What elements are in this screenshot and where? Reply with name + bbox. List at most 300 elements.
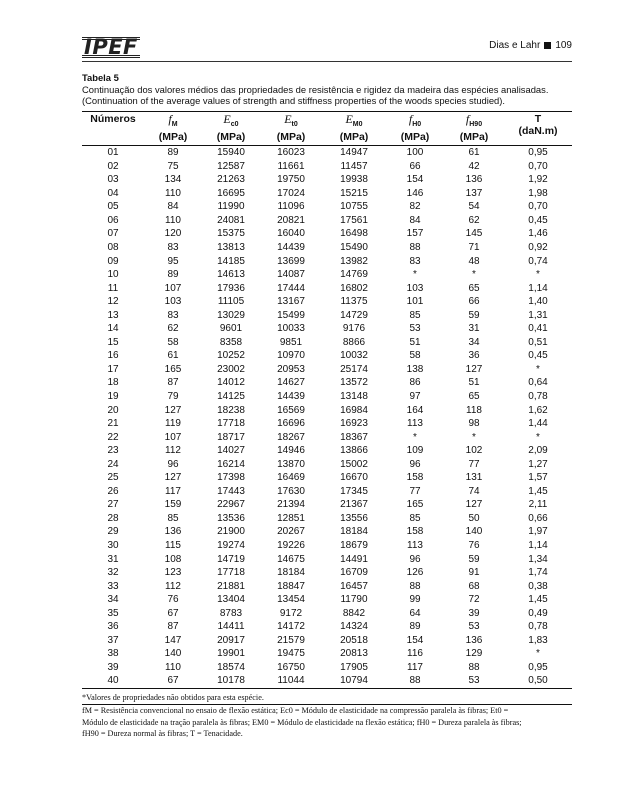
table-cell: 10755 <box>340 201 368 213</box>
table-row <box>82 254 572 268</box>
table-footnotes <box>82 692 572 740</box>
table-cell: 2,09 <box>528 445 548 457</box>
table-cell: 76 <box>167 594 179 606</box>
table-cell: 112 <box>165 445 181 457</box>
table-cell: 1,31 <box>528 309 548 321</box>
table-cell: 0,70 <box>528 201 548 213</box>
table-cell: 53 <box>409 323 421 335</box>
table-row <box>82 539 572 553</box>
table-cell: 0,49 <box>528 607 548 619</box>
table-cell: 120 <box>164 228 182 240</box>
table-row <box>82 349 572 363</box>
table-cell: 14769 <box>340 269 368 281</box>
table-row <box>82 308 572 322</box>
column-header-unit: (MPa) <box>459 130 489 143</box>
table-cell: 1,44 <box>528 418 548 430</box>
column-header <box>444 111 504 145</box>
table-cell: 14172 <box>277 621 305 633</box>
table-cell: 17443 <box>217 485 245 497</box>
table-cell: 0,41 <box>528 323 548 335</box>
table-cell: 87 <box>167 377 179 389</box>
table-cell: 06 <box>107 214 119 226</box>
table-cell: 10178 <box>202 674 260 688</box>
table-cell: 19226 <box>277 540 305 551</box>
table-cell: 51 <box>409 336 421 348</box>
table-row <box>82 566 572 580</box>
table-cell: 20917 <box>217 634 245 646</box>
table-cell: 54 <box>468 201 480 213</box>
table-cell: 84 <box>167 201 179 213</box>
table-cell: 154 <box>406 174 424 186</box>
table-cell: 165 <box>406 499 424 511</box>
table-cell: 136 <box>465 174 483 186</box>
table-row <box>82 430 572 444</box>
table-cell: 1,74 <box>528 567 548 579</box>
table-cell: 1,83 <box>528 634 548 646</box>
table-cell: 23002 <box>217 363 245 375</box>
table-cell: 96 <box>409 553 421 565</box>
table-row <box>82 552 572 566</box>
table-row <box>82 200 572 214</box>
table-cell: 75 <box>167 160 179 172</box>
table-cell: 84 <box>409 214 421 226</box>
table-cell: 1,14 <box>528 540 548 551</box>
table-row <box>82 227 572 241</box>
column-header <box>144 111 202 145</box>
table-row <box>82 403 572 417</box>
table-cell: * <box>472 431 476 443</box>
table-cell: 89 <box>167 147 179 159</box>
column-header-label: T <box>534 112 542 125</box>
table-cell: 14947 <box>340 147 368 159</box>
table-cell: 18 <box>107 377 119 389</box>
table-cell: 119 <box>165 418 181 430</box>
table-cell: 58 <box>167 336 179 348</box>
table-cell: 35 <box>107 607 119 619</box>
table-cell: 14012 <box>217 377 245 389</box>
table-cell: 20821 <box>277 214 305 226</box>
table-cell: 19750 <box>277 174 305 186</box>
table-cell: 31 <box>468 323 480 335</box>
table-cell: 16 <box>107 350 119 362</box>
footnote-legend-line-2: Módulo de elasticidade na tração paralela às fibras; EM0 = Módulo de elasticidade na flexão estática; fH0 = Dureza paralela às fibras; <box>82 717 522 727</box>
table-cell: 21 <box>107 418 119 430</box>
table-cell: 165 <box>164 363 182 375</box>
table-cell: 86 <box>409 377 421 389</box>
table-cell: 147 <box>164 634 182 646</box>
running-head-authors: Dias e Lahr <box>489 40 541 51</box>
table-cell: 1,14 <box>528 282 548 294</box>
table-cell: * <box>536 363 540 375</box>
table-cell: 136 <box>465 634 483 646</box>
table-cell: 13866 <box>340 445 368 457</box>
table-row <box>82 471 572 485</box>
table-cell: 67 <box>167 607 179 619</box>
table-cell: 1,57 <box>528 472 548 484</box>
table-cell: 14087 <box>277 269 305 281</box>
table-cell: 103 <box>406 282 424 294</box>
table-cell: 16498 <box>340 228 368 240</box>
table-cell: 11 <box>107 282 119 294</box>
table-cell: 65 <box>468 390 480 402</box>
column-header-unit: (MPa) <box>400 130 430 143</box>
column-header <box>260 111 322 145</box>
table-cell: 42 <box>468 160 480 172</box>
table-cell: 21394 <box>277 499 305 511</box>
table-cell: 66 <box>409 160 421 172</box>
table-cell: 18184 <box>277 567 305 579</box>
table-cell: 118 <box>466 404 482 416</box>
table-row <box>82 444 572 458</box>
table-cell: 10252 <box>217 350 245 362</box>
table-cell: 14411 <box>217 621 245 633</box>
table-cell: * <box>536 648 540 660</box>
table-cell: 159 <box>164 499 182 511</box>
table-cell: 15002 <box>340 458 368 470</box>
table-cell: 39 <box>468 607 480 619</box>
column-header-symbol: $f_{H0}$ <box>408 111 422 128</box>
table-cell: 53 <box>444 674 504 688</box>
table-cell: 20813 <box>340 648 368 660</box>
table-cell: 136 <box>164 526 182 538</box>
table-cell: 13 <box>107 309 119 321</box>
table-cell: 16670 <box>340 472 368 484</box>
table-cell: 83 <box>409 255 421 267</box>
table-cell: 8842 <box>342 607 366 619</box>
table-cell: 22967 <box>217 499 245 511</box>
table-cell: 18717 <box>217 431 245 443</box>
page <box>82 36 572 739</box>
column-header-symbol: $E_{t0}$ <box>284 111 298 128</box>
column-header-symbol: $E_{M0}$ <box>345 111 363 128</box>
table-cell: 18367 <box>340 431 368 443</box>
table-cell: 14185 <box>217 255 245 267</box>
table-cell: 1,27 <box>528 458 548 470</box>
table-cell: 03 <box>107 174 119 186</box>
table-cell: 9601 <box>219 323 243 335</box>
table-header-row <box>82 111 572 145</box>
table-cell: 110 <box>165 187 181 199</box>
table-cell: 115 <box>165 540 181 551</box>
table-cell: 25174 <box>340 363 368 375</box>
table-cell: 14439 <box>277 390 305 402</box>
table-cell: 34 <box>468 336 480 348</box>
table-row <box>82 336 572 350</box>
table-cell: 140 <box>465 526 483 538</box>
table-cell: 58 <box>409 350 421 362</box>
table-cell: 131 <box>465 472 483 484</box>
table-cell: 50 <box>468 512 480 524</box>
table-cell: 110 <box>165 214 181 226</box>
table-cell: 18238 <box>217 404 245 416</box>
table-cell: 88 <box>468 661 480 673</box>
table-cell: 71 <box>468 241 480 253</box>
table-cell: 112 <box>165 580 181 592</box>
table-cell: 16709 <box>340 567 368 579</box>
table-cell: 59 <box>468 309 480 321</box>
table-cell: 16750 <box>277 661 305 673</box>
table-cell: 11105 <box>217 296 245 308</box>
table-cell: 66 <box>468 296 480 308</box>
table-cell: 34 <box>107 594 119 606</box>
table-cell: 1,34 <box>528 553 548 565</box>
table-cell: 38 <box>107 648 119 660</box>
column-header <box>202 111 260 145</box>
table-cell: 83 <box>167 309 179 321</box>
table-cell: 28 <box>107 512 119 524</box>
table-cell: 140 <box>164 648 182 660</box>
table-row <box>82 647 572 661</box>
table-row <box>82 498 572 512</box>
table-cell: 18574 <box>217 661 245 673</box>
table-cell: 101 <box>406 296 424 308</box>
table-cell: * <box>413 269 417 281</box>
table-cell: 13870 <box>277 458 305 470</box>
table-cell: 8358 <box>219 336 243 348</box>
table-cell: 127 <box>465 499 483 511</box>
table-cell: 30 <box>107 540 119 551</box>
table-cell: 17345 <box>340 485 368 497</box>
table-cell: 0,64 <box>528 377 548 389</box>
table-label: Tabela 5 <box>82 72 119 83</box>
table-cell: 11790 <box>340 594 368 606</box>
table-cell: 95 <box>167 255 179 267</box>
table-cell: 10794 <box>322 674 386 688</box>
table-cell: 117 <box>165 485 181 497</box>
table-cell: 11044 <box>260 674 322 688</box>
table-cell: 127 <box>164 472 182 484</box>
table-cell: 19475 <box>277 648 305 660</box>
table-cell: 158 <box>406 526 424 538</box>
table-row <box>82 485 572 499</box>
caption-english: (Continuation of the average values of strength and stiffness properties of the woods species studied). <box>82 95 505 107</box>
table-cell: 0,95 <box>528 661 548 673</box>
table-cell: * <box>472 269 476 281</box>
table-cell: 15940 <box>217 147 245 159</box>
footnote-missing-values: *Valores de propriedades não obtidos para esta espécie. <box>82 692 572 705</box>
table-cell: 16923 <box>340 418 368 430</box>
table-cell: * <box>413 431 417 443</box>
table-cell: 91 <box>468 567 480 579</box>
table-cell: 21881 <box>217 580 245 592</box>
table-cell: 13556 <box>340 512 368 524</box>
table-cell: 12 <box>107 296 119 308</box>
table-cell: 103 <box>164 296 182 308</box>
table-cell: 19901 <box>217 648 245 660</box>
table-cell: 14719 <box>217 553 245 565</box>
table-cell: 16802 <box>340 282 368 294</box>
table-row <box>82 525 572 539</box>
table-cell: 110 <box>165 661 181 673</box>
table-cell: 97 <box>409 390 421 402</box>
column-header-unit: (daN.m) <box>518 124 558 137</box>
table-cell: 15215 <box>340 187 368 199</box>
table-cell: 1,46 <box>528 228 548 240</box>
table-row <box>82 661 572 675</box>
table-cell: 96 <box>167 458 179 470</box>
table-cell: 13572 <box>340 377 368 389</box>
table-cell: 88 <box>409 580 421 592</box>
table-cell: * <box>536 431 540 443</box>
table-cell: 77 <box>409 485 421 497</box>
table-body <box>82 145 572 688</box>
table-row <box>82 512 572 526</box>
table-row <box>82 214 572 228</box>
table-cell: 02 <box>107 160 119 172</box>
table-cell: 15375 <box>217 228 245 240</box>
caption-portuguese: Continuação dos valores médios das propriedades de resistência e rigidez da madeira das espécies analisadas. <box>82 83 549 95</box>
table-cell: 13813 <box>217 241 245 253</box>
column-header-unit: (MPa) <box>276 130 306 143</box>
table-cell: 15499 <box>277 309 305 321</box>
table-cell: 17718 <box>217 567 245 579</box>
table-cell: 21263 <box>217 174 245 186</box>
table-row <box>82 620 572 634</box>
table-cell: 14 <box>107 323 119 335</box>
table-cell: 11375 <box>340 296 368 308</box>
table-row <box>82 281 572 295</box>
table-cell: 10032 <box>340 350 368 362</box>
table-cell: 89 <box>409 621 421 633</box>
table-cell: 146 <box>406 187 424 199</box>
table-cell: 13699 <box>277 255 305 267</box>
table-cell: 74 <box>468 485 480 497</box>
table-row <box>82 457 572 471</box>
table-cell: 14675 <box>277 553 305 565</box>
table-cell: 0,70 <box>528 160 548 172</box>
table-cell: 16569 <box>277 404 305 416</box>
table-cell: 29 <box>107 526 119 538</box>
table-cell: 14946 <box>277 445 305 457</box>
table-cell: 17398 <box>217 472 245 484</box>
table-cell: 13536 <box>217 512 245 524</box>
table-cell: 37 <box>107 634 119 646</box>
table-cell: 20267 <box>277 526 305 538</box>
table-cell: 107 <box>164 282 182 294</box>
table-cell: 1,62 <box>528 404 548 416</box>
table-cell: 14439 <box>277 241 305 253</box>
table-row <box>82 417 572 431</box>
table-cell: 11457 <box>340 160 368 172</box>
table-cell: 18267 <box>277 431 305 443</box>
table-cell: 138 <box>406 363 424 375</box>
table-cell: 100 <box>406 147 424 159</box>
table-cell: 0,74 <box>528 255 548 267</box>
footnote-legend-line-1: fM = Resistência convencional no ensaio de flexão estática; Ec0 = Módulo de elasticidade na compressão paralela às fibras; Et0 = <box>82 706 509 716</box>
table-cell: 9176 <box>342 323 366 335</box>
table-cell: 10970 <box>277 350 305 362</box>
table-cell: 126 <box>406 567 424 579</box>
table-cell: 17 <box>107 363 119 375</box>
table-row <box>82 634 572 648</box>
column-header <box>504 111 572 145</box>
table-cell: 62 <box>167 323 179 335</box>
table-cell: 08 <box>107 241 119 253</box>
table-cell: 0,78 <box>528 621 548 633</box>
table-cell: 0,45 <box>528 214 548 226</box>
table-cell: 16695 <box>217 187 245 199</box>
table-cell: 21900 <box>217 526 245 538</box>
table-row <box>82 593 572 607</box>
table-cell: 16696 <box>277 418 305 430</box>
table-cell: 17630 <box>277 485 305 497</box>
table-cell: 0,51 <box>528 336 548 348</box>
table-cell: 76 <box>468 540 480 551</box>
table-row <box>82 606 572 620</box>
page-number: 109 <box>555 40 572 51</box>
table-cell: 8866 <box>342 336 366 348</box>
table-cell: 1,97 <box>528 526 548 538</box>
table-row <box>82 173 572 187</box>
table-cell: 13404 <box>217 594 245 606</box>
table-cell: 85 <box>409 309 421 321</box>
table-cell: 117 <box>407 661 423 673</box>
table-cell: 17718 <box>217 418 245 430</box>
table-cell: 16984 <box>340 404 368 416</box>
table-cell: 10 <box>107 269 119 281</box>
column-header-unit: (MPa) <box>339 130 369 143</box>
table-cell: 14613 <box>217 269 245 281</box>
table-cell: 0,50 <box>504 674 572 688</box>
table-cell: 05 <box>107 201 119 213</box>
table-cell: 123 <box>164 567 182 579</box>
table-cell: 11990 <box>217 201 245 213</box>
table-cell: 1,45 <box>528 485 548 497</box>
column-header <box>322 111 386 145</box>
table-cell: 14627 <box>277 377 305 389</box>
table-cell: 16457 <box>340 580 368 592</box>
table-cell: 14729 <box>340 309 368 321</box>
table-cell: 113 <box>407 540 423 551</box>
table-cell: 107 <box>164 431 182 443</box>
table-cell: 127 <box>164 404 182 416</box>
table-cell: 12851 <box>277 512 305 524</box>
table-cell: 18847 <box>277 580 305 592</box>
table-cell: 13982 <box>340 255 368 267</box>
table-cell: 18679 <box>340 540 368 551</box>
table-cell: 0,38 <box>528 580 548 592</box>
table-row <box>82 376 572 390</box>
table-cell: 65 <box>468 282 480 294</box>
table-cell: 67 <box>144 674 202 688</box>
table-cell: 19274 <box>217 540 245 551</box>
table-cell: 1,40 <box>528 296 548 308</box>
table-cell: 88 <box>409 241 421 253</box>
table-cell: 87 <box>167 621 179 633</box>
table-cell: 0,45 <box>528 350 548 362</box>
table-cell: 01 <box>107 147 119 159</box>
running-head <box>489 40 572 51</box>
table-cell: 21579 <box>277 634 305 646</box>
table-cell: 85 <box>409 512 421 524</box>
table-cell: 0,95 <box>528 147 548 159</box>
table-row <box>82 145 572 159</box>
table-cell: 17024 <box>277 187 305 199</box>
table-cell: 13148 <box>340 390 368 402</box>
table-cell: 25 <box>107 472 119 484</box>
column-header-label: Números <box>90 112 136 125</box>
table-cell: 39 <box>107 661 119 673</box>
table-row <box>82 390 572 404</box>
table-cell: 24081 <box>217 214 245 226</box>
table-cell: 113 <box>407 418 423 430</box>
table-cell: 0,78 <box>528 390 548 402</box>
table-cell: 158 <box>406 472 424 484</box>
table-cell: 22 <box>107 431 119 443</box>
table-cell: 12587 <box>217 160 245 172</box>
table-row <box>82 241 572 255</box>
ipef-logo <box>82 36 140 58</box>
